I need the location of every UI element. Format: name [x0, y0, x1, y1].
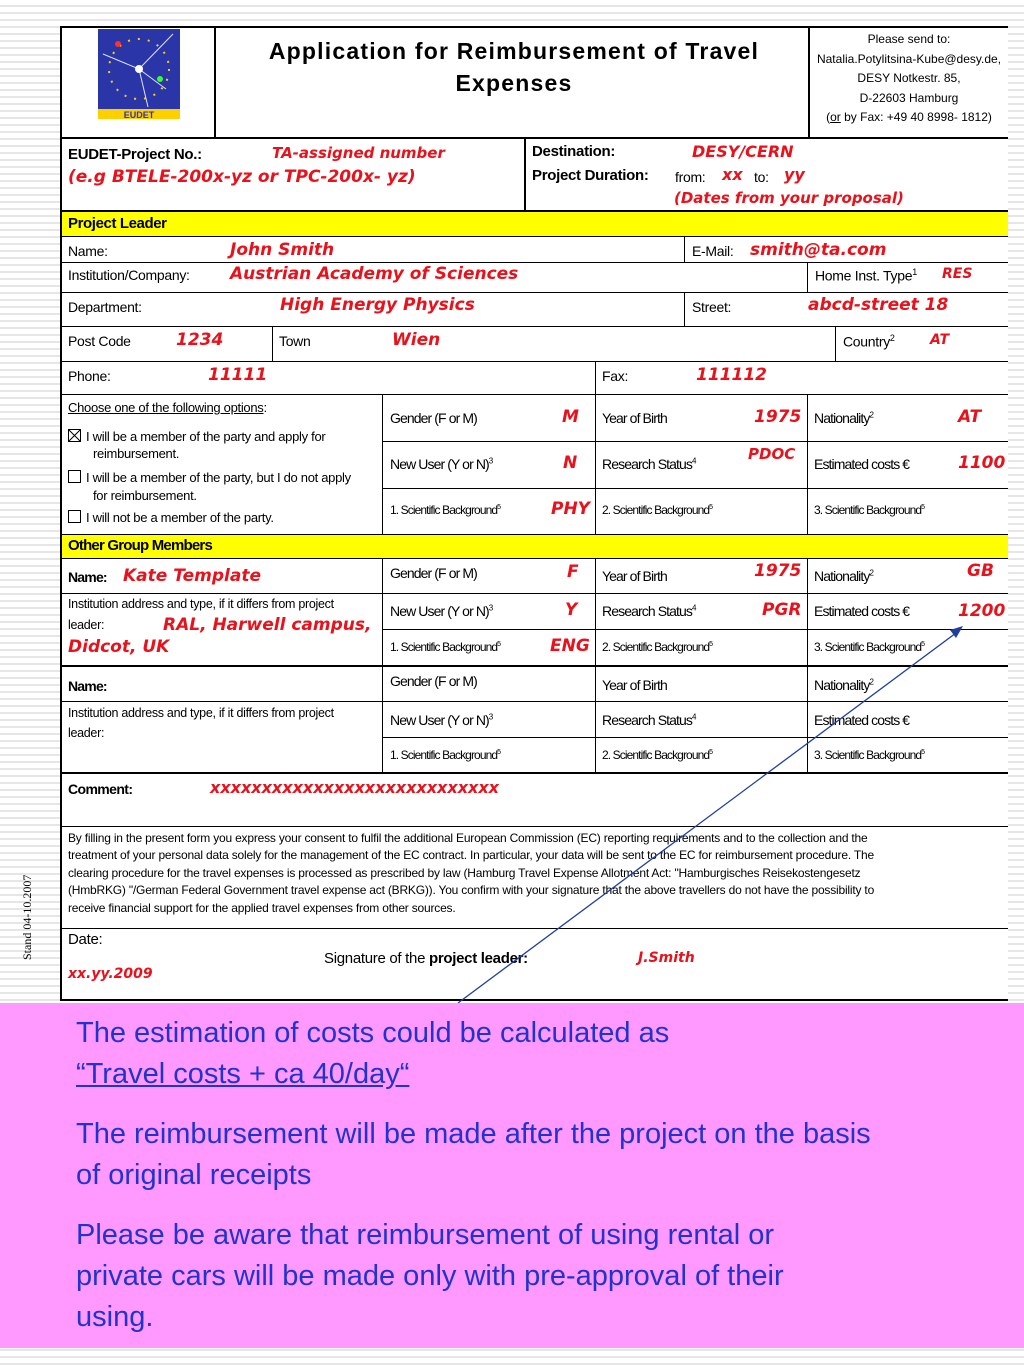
- leader-costs-value[interactable]: 1100: [958, 453, 1006, 473]
- street-value[interactable]: abcd-street 18: [808, 295, 949, 315]
- member1-sci1-label: 1. Scientific Background$^5$: [390, 640, 501, 654]
- note-box: [0, 1003, 1024, 1348]
- member2-inst-label-a: Institution address and type, if it differs from project: [68, 706, 334, 720]
- option-2-cont: for reimbursement.: [93, 488, 197, 503]
- member1-gender-label: Gender (F or M): [390, 565, 477, 581]
- note-line-1a: The estimation of costs could be calculated as: [76, 1017, 670, 1049]
- member2-name-label: Name:: [68, 678, 107, 694]
- member1-nat-label: Nationality$^2$: [814, 568, 874, 584]
- note-line-2a: The reimbursement will be made after the project on the basis: [76, 1118, 871, 1150]
- leader-gender-value[interactable]: M: [562, 407, 579, 427]
- project-leader-heading: Project Leader: [68, 215, 167, 232]
- leader-sci1-value[interactable]: PHY: [551, 499, 590, 519]
- member2-nat-label: Nationality$^2$: [814, 677, 874, 693]
- post-code-value[interactable]: 1234: [176, 330, 224, 350]
- comment-value[interactable]: xxxxxxxxxxxxxxxxxxxxxxxxxxxx: [210, 778, 499, 797]
- leader-sci1-label: 1. Scientific Background$^5$: [390, 503, 501, 517]
- duration-label: Project Duration:: [532, 167, 649, 184]
- street-label: Street:: [692, 299, 732, 315]
- note-line-3c: using.: [76, 1301, 154, 1333]
- leader-sci2-label: 2. Scientific Background$^5$: [602, 503, 713, 517]
- leader-sci3-label: 3. Scientific Background$^5$: [814, 503, 925, 517]
- svg-text:EUDET: EUDET: [123, 110, 155, 119]
- leader-newuser-label: New User (Y or N)$^3$: [390, 456, 493, 472]
- option-1-cont: reimbursement.: [93, 446, 180, 461]
- member2-sci3-label: 3. Scientific Background$^5$: [814, 748, 925, 762]
- date-value[interactable]: xx.yy.2009: [68, 966, 153, 982]
- leader-newuser-value[interactable]: N: [563, 453, 578, 473]
- note-line-2b: of original receipts: [76, 1159, 312, 1191]
- member2-sci1-label: 1. Scientific Background$^5$: [390, 748, 501, 762]
- leader-nat-value[interactable]: AT: [958, 407, 982, 427]
- department-value[interactable]: High Energy Physics: [280, 295, 475, 315]
- project-no-label: EUDET-Project No.:: [68, 146, 202, 163]
- destination-label: Destination:: [532, 143, 616, 160]
- member1-sci1-value[interactable]: ENG: [550, 636, 590, 656]
- member2-yob-label: Year of Birth: [602, 677, 667, 693]
- option-2[interactable]: I will be a member of the party, but I do not apply: [68, 470, 351, 485]
- member2-newuser-label: New User (Y or N)$^3$: [390, 712, 493, 728]
- leader-inst-value[interactable]: Austrian Academy of Sciences: [230, 264, 519, 284]
- project-example: (e.g BTELE-200x-yz or TPC-200x- yz): [68, 167, 416, 187]
- member1-nat-value[interactable]: GB: [967, 561, 994, 581]
- note-line-1b: “Travel costs + ca 40/day“: [76, 1058, 410, 1090]
- leader-research-value[interactable]: PDOC: [748, 445, 796, 463]
- to-label: to:: [754, 169, 769, 185]
- member2-sci2-label: 2. Scientific Background$^5$: [602, 748, 713, 762]
- member1-costs-label: Estimated costs €: [814, 603, 910, 619]
- member1-yob-value[interactable]: 1975: [754, 561, 802, 581]
- project-no-value[interactable]: TA-assigned number: [272, 144, 445, 162]
- member1-sci2-label: 2. Scientific Background$^5$: [602, 640, 713, 654]
- leader-yob-value[interactable]: 1975: [754, 407, 802, 427]
- town-label: Town: [279, 333, 311, 349]
- home-inst-label: Home Inst. Type$^1$: [815, 267, 917, 284]
- phone-value[interactable]: 11111: [208, 365, 268, 385]
- home-inst-value[interactable]: RES: [942, 266, 973, 282]
- member1-newuser-value[interactable]: Y: [565, 600, 578, 620]
- option-3[interactable]: I will not be a member of the party.: [68, 510, 274, 525]
- option-1[interactable]: I will be a member of the party and apply for: [68, 429, 325, 444]
- post-code-label: Post Code: [68, 333, 131, 349]
- members-heading: Other Group Members: [68, 537, 212, 554]
- dates-note: (Dates from your proposal): [674, 189, 904, 207]
- fax-value[interactable]: 111112: [696, 365, 767, 385]
- from-label: from:: [675, 169, 706, 185]
- comment-label: Comment:: [68, 781, 133, 797]
- member1-gender-value[interactable]: F: [567, 562, 579, 582]
- form-title: Application for Reimbursement of Travel Expenses: [268, 38, 760, 96]
- leader-yob-label: Year of Birth: [602, 410, 667, 426]
- member1-sci3-label: 3. Scientific Background$^5$: [814, 640, 925, 654]
- member1-name-label: Name:: [68, 569, 107, 585]
- leader-email-value[interactable]: smith@ta.com: [750, 240, 887, 260]
- signature-value[interactable]: J.Smith: [638, 950, 695, 966]
- member1-inst-value-a[interactable]: RAL, Harwell campus,: [163, 615, 372, 635]
- signature-label: Signature of the project leader:: [324, 950, 528, 967]
- side-stamp: Stand 04-10.2007: [20, 874, 34, 960]
- leader-email-label: E-Mail:: [692, 243, 734, 259]
- leader-nat-label: Nationality$^2$: [814, 410, 874, 426]
- leader-inst-label: Institution/Company:: [68, 267, 190, 283]
- send-to-block: Please send to: Natalia.Potylitsina-Kube@desy.de, DESY Notkestr. 85, D-22603 Hamburg (or by Fax: +49 40 8998- 1812): [816, 32, 1002, 124]
- options-title: Choose one of the following options:: [68, 400, 267, 415]
- destination-value[interactable]: DESY/CERN: [692, 142, 794, 161]
- leader-gender-label: Gender (F or M): [390, 410, 477, 426]
- country-label: Country$^2$: [843, 333, 895, 350]
- member2-costs-label: Estimated costs €: [814, 712, 910, 728]
- member1-research-label: Research Status$^4$: [602, 603, 696, 619]
- date-label: Date:: [68, 931, 103, 948]
- member2-research-label: Research Status$^4$: [602, 712, 696, 728]
- from-value[interactable]: xx: [722, 165, 743, 184]
- member1-inst-label-b: leader:: [68, 618, 105, 632]
- fax-label: Fax:: [602, 368, 629, 384]
- member1-costs-value[interactable]: 1200: [958, 601, 1006, 621]
- country-value[interactable]: AT: [930, 332, 950, 348]
- member1-research-value[interactable]: PGR: [762, 600, 802, 620]
- leader-name-value[interactable]: John Smith: [230, 240, 335, 260]
- phone-label: Phone:: [68, 368, 111, 384]
- consent-text: By filling in the present form you express your consent to fulfil the additional European Commission (EC) reporting requirements and to the collection and the treatment of your personal data solely for the management of the EC contract. In particular, your data will be sent to the EC for reimbursement procedure. The clearing procedure for the travel expenses is processed as prescribed by law (Hamburg Travel Expense Allotment Act: "Hamburgisches Reisekostengesetz (HmbRKG) "/German Federal Government travel expense act (BRKG)). You confirm with your signature that the above travellers do not have the possibility to receive financial support for the applied travel expenses from other sources.: [68, 831, 875, 915]
- member1-newuser-label: New User (Y or N)$^3$: [390, 603, 493, 619]
- town-value[interactable]: Wien: [392, 330, 441, 350]
- member1-inst-value-b[interactable]: Didcot, UK: [68, 637, 170, 657]
- member1-inst-label-a: Institution address and type, if it differs from project: [68, 597, 334, 611]
- member2-gender-label: Gender (F or M): [390, 673, 477, 689]
- department-label: Department:: [68, 299, 142, 315]
- leader-research-label: Research Status$^4$: [602, 456, 696, 472]
- member2-inst-label-b: leader:: [68, 726, 105, 740]
- to-value[interactable]: yy: [784, 165, 805, 184]
- member1-yob-label: Year of Birth: [602, 568, 667, 584]
- note-line-3a: Please be aware that reimbursement of using rental or: [76, 1219, 774, 1251]
- leader-name-label: Name:: [68, 243, 108, 259]
- note-line-3b: private cars will be made only with pre-approval of their: [76, 1260, 784, 1292]
- member1-name-value[interactable]: Kate Template: [123, 566, 261, 586]
- leader-costs-label: Estimated costs €: [814, 456, 910, 472]
